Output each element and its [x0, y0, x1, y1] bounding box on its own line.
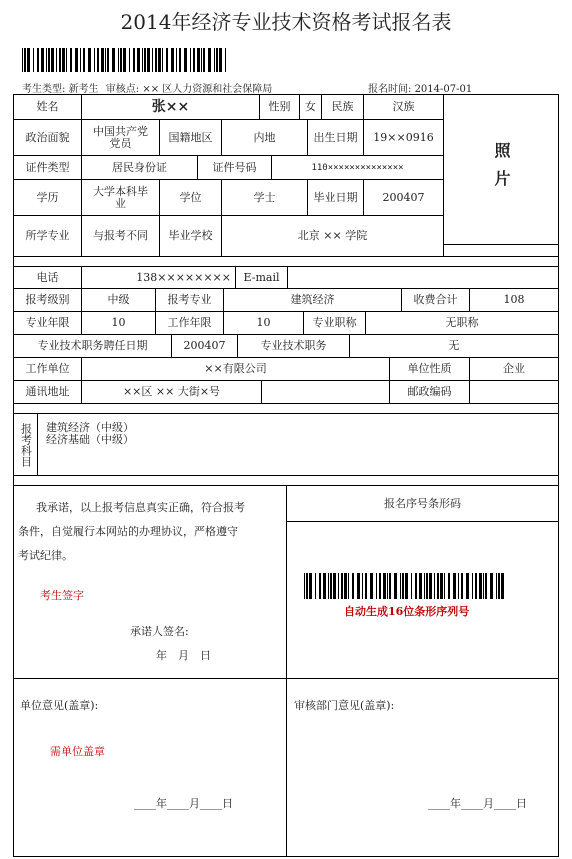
- barcode-bar: [37, 48, 39, 72]
- barcode-bar: [341, 573, 343, 599]
- barcode-bar: [112, 48, 115, 72]
- barcode-bar: [152, 48, 153, 72]
- barcode-bar: [59, 48, 61, 72]
- barcode-bar: [171, 48, 174, 72]
- barcode-bar: [330, 573, 332, 599]
- meta-type-value: 新考生: [68, 84, 99, 95]
- barcode-bar: [137, 48, 140, 72]
- post-value: 无: [350, 335, 559, 358]
- edu-value: 大学本科毕业: [82, 180, 160, 216]
- gender-value: 女: [300, 95, 322, 120]
- politics-value: 中国共产党党员: [82, 120, 160, 156]
- barcode-bar: [424, 573, 425, 599]
- barcode-bar: [97, 48, 99, 72]
- barcode-bar: [344, 573, 347, 599]
- barcode-bar: [120, 48, 122, 72]
- school-label: 毕业学校: [160, 216, 222, 257]
- spacer-row-2: [14, 404, 559, 414]
- barcode-bar: [66, 48, 67, 72]
- exam-subjects: [38, 414, 559, 476]
- barcode-bar: [415, 573, 417, 599]
- barcode-bar: [461, 573, 463, 599]
- phone-value: 138××××××××: [82, 267, 236, 289]
- barcode-bar: [158, 48, 161, 72]
- barcode-bar: [357, 573, 360, 599]
- barcode-bar: [498, 573, 500, 599]
- level-label: 报考级别: [14, 289, 82, 312]
- exam-label: 报考科目: [14, 414, 38, 476]
- barcode-bar: [75, 48, 78, 72]
- barcode-bar: [387, 573, 388, 599]
- barcode-bar: [379, 573, 381, 599]
- barcode-bar: [352, 573, 354, 599]
- work-years-label: 工作年限: [156, 312, 224, 335]
- address-extra: [262, 381, 390, 404]
- unit-opinion-date: ____年____月____日: [134, 797, 233, 810]
- barcode-bar: [475, 573, 477, 599]
- title-value: 无职称: [366, 312, 559, 335]
- signer-label: 承诺人签名:: [130, 625, 189, 638]
- barcode-bar: [144, 48, 146, 72]
- barcode-bar: [105, 48, 106, 72]
- fee-value: 108: [470, 289, 559, 312]
- barcode-bar: [62, 48, 65, 72]
- postcode-label: 邮政编码: [390, 381, 470, 404]
- barcode-bar: [123, 48, 126, 72]
- barcode-bar: [402, 573, 404, 599]
- barcode-bar: [315, 573, 316, 599]
- barcode-bar: [400, 573, 401, 599]
- barcode-bar: [70, 48, 72, 72]
- barcode-bar: [365, 573, 367, 599]
- barcode-bar: [80, 48, 81, 72]
- barcode-bar: [458, 573, 459, 599]
- barcode-bar: [133, 48, 135, 72]
- years-value: 10: [82, 312, 156, 335]
- pledge-line-1: 我承诺，以上报考信息真实正确，符合报考: [36, 501, 245, 514]
- barcode-bar: [203, 48, 205, 72]
- degree-label: 学位: [160, 180, 222, 216]
- barcode-bar: [214, 48, 215, 72]
- barcode-bar: [485, 573, 487, 599]
- title-label: 专业职称: [304, 312, 366, 335]
- meta-time: [368, 80, 472, 95]
- barcode-bar: [142, 48, 143, 72]
- barcode-bar: [216, 48, 218, 72]
- barcode-bar: [306, 573, 308, 599]
- barcode-bar: [184, 48, 187, 72]
- degree-value: 学士: [222, 180, 308, 216]
- barcode-bar: [208, 48, 211, 72]
- school-value: 北京 ×× 学院: [222, 216, 444, 257]
- employer-value: ××有限公司: [82, 358, 390, 381]
- pledge-line-3: 考试纪律。: [18, 549, 73, 562]
- exam-subject-2: 经济基础（中级）: [46, 433, 134, 446]
- politics-label: 政治面貌: [14, 120, 82, 156]
- barcode-bar: [466, 573, 469, 599]
- barcode-bar: [376, 573, 377, 599]
- barcode-bar: [426, 573, 428, 599]
- meta-row: [22, 80, 272, 95]
- barcode-bar: [304, 573, 305, 599]
- barcode-bar: [338, 573, 339, 599]
- barcode-bar: [472, 573, 473, 599]
- address-label: 通讯地址: [14, 381, 82, 404]
- barcode-bar: [46, 48, 47, 72]
- barcode-bar: [453, 573, 456, 599]
- barcode-bar: [309, 573, 312, 599]
- postcode-value: [470, 381, 559, 404]
- address-value: ××区 ×× 大街×号: [82, 381, 262, 404]
- barcode-bar: [179, 48, 181, 72]
- barcode-bar: [490, 573, 493, 599]
- unit-stamp-hint: 需单位盖章: [50, 745, 105, 758]
- edu-label: 学历: [14, 180, 82, 216]
- years-label: 专业年限: [14, 312, 82, 335]
- exam-subject-1: 建筑经济（中级）: [46, 421, 134, 434]
- barcode-bar: [405, 573, 408, 599]
- photo-blank: [444, 245, 559, 257]
- name-value: 张××: [82, 95, 260, 120]
- idno-label: 证件号码: [198, 156, 272, 180]
- nature-label: 单位性质: [390, 358, 470, 381]
- subject-label: 报考专业: [156, 289, 224, 312]
- barcode-bar: [434, 573, 435, 599]
- barcode-bar: [483, 573, 484, 599]
- barcode-bar: [219, 48, 222, 72]
- barcode-bar: [48, 48, 50, 72]
- work-years-value: 10: [224, 312, 304, 335]
- photo-box: 照片: [444, 95, 559, 245]
- barcode-bar: [437, 573, 439, 599]
- birth-label: 出生日期: [308, 120, 364, 156]
- barcode-bar: [429, 573, 432, 599]
- barcode-bar: [27, 48, 30, 72]
- sign-hint: 考生签字: [40, 589, 84, 602]
- grad-label: 毕业日期: [308, 180, 364, 216]
- post-label: 专业技术职务: [238, 335, 350, 358]
- pledge-line-2: 条件，自觉履行本网站的办理协议，严格遵守: [18, 525, 238, 538]
- barcode-bar: [190, 48, 191, 72]
- subject-value: 建筑经济: [224, 289, 402, 312]
- barcode-bar: [394, 573, 397, 599]
- barcode-bar: [197, 48, 200, 72]
- barcode-bar: [411, 573, 412, 599]
- barcode-bar: [101, 48, 104, 72]
- header-barcode: [22, 48, 232, 72]
- level-value: 中级: [82, 289, 156, 312]
- barcode-bar: [479, 573, 482, 599]
- gender-label: 性别: [260, 95, 300, 120]
- barcode-bar: [129, 48, 130, 72]
- barcode-bar: [162, 48, 163, 72]
- barcode-bar: [444, 573, 445, 599]
- barcode-bar: [51, 48, 54, 72]
- meta-time-label: 报名时间:: [368, 84, 412, 95]
- barcode-bar: [107, 48, 109, 72]
- meta-type-label: 考生类型:: [22, 84, 66, 95]
- spacer-row-3: [14, 476, 559, 486]
- employer-label: 工作单位: [14, 358, 82, 381]
- barcode-bar: [225, 48, 226, 72]
- serial-barcode-hint: 自动生成16位条形序列号: [344, 605, 470, 618]
- barcode-bar: [193, 48, 195, 72]
- name-label: 姓名: [14, 95, 82, 120]
- ethnic-value: 汉族: [364, 95, 444, 120]
- appoint-value: 200407: [172, 335, 238, 358]
- registration-form: [13, 94, 559, 857]
- phone-label: 电话: [14, 267, 82, 289]
- review-opinion-label: 审核部门意见(盖章):: [294, 699, 395, 712]
- fee-label: 收费合计: [402, 289, 470, 312]
- email-value: [288, 267, 559, 289]
- barcode-bar: [33, 48, 34, 72]
- barcode-bar: [147, 48, 150, 72]
- meta-review-label: 审核点:: [105, 84, 140, 95]
- barcode-bar: [501, 573, 504, 599]
- barcode-bar: [370, 573, 373, 599]
- barcode-bar: [348, 573, 349, 599]
- serial-barcode-label: 报名序号条形码: [287, 486, 559, 522]
- barcode-bar: [88, 48, 91, 72]
- serial-barcode: [304, 573, 510, 599]
- barcode-bar: [155, 48, 157, 72]
- page-title: 2014年经济专业技术资格考试报名表: [120, 10, 452, 34]
- barcode-bar: [323, 573, 326, 599]
- idtype-value: 居民身份证: [82, 156, 198, 180]
- pledge-date: 年 月 日: [156, 649, 211, 662]
- barcode-bar: [166, 48, 168, 72]
- idtype-label: 证件类型: [14, 156, 82, 180]
- region-label: 国籍地区: [160, 120, 222, 156]
- barcode-bar: [389, 573, 391, 599]
- email-label: E-mail: [236, 267, 288, 289]
- birth-value: 19××0916: [364, 120, 444, 156]
- barcode-bar: [22, 48, 23, 72]
- barcode-bar: [496, 573, 497, 599]
- spacer-row: [14, 257, 559, 267]
- appoint-label: 专业技术职务聘任日期: [14, 335, 172, 358]
- idno-value: 110××××××××××××××: [272, 156, 444, 180]
- grad-value: 200407: [364, 180, 444, 216]
- ethnic-label: 民族: [322, 95, 364, 120]
- major-value: 与报考不同: [82, 216, 160, 257]
- nature-value: 企业: [470, 358, 559, 381]
- barcode-bar: [333, 573, 336, 599]
- barcode-bar: [56, 48, 57, 72]
- major-label: 所学专业: [14, 216, 82, 257]
- barcode-bar: [419, 573, 422, 599]
- barcode-bar: [319, 573, 321, 599]
- meta-time-value: 2014-07-01: [414, 84, 473, 95]
- unit-opinion-label: 单位意见(盖章):: [20, 699, 99, 712]
- barcode-bar: [24, 48, 26, 72]
- meta-review-value: ×× 区人力资源和社会保障局: [142, 84, 273, 95]
- barcode-bar: [440, 573, 443, 599]
- barcode-bar: [362, 573, 363, 599]
- region-value: 内地: [222, 120, 308, 156]
- barcode-bar: [94, 48, 95, 72]
- barcode-bar: [176, 48, 177, 72]
- review-opinion-date: ____年____月____日: [428, 797, 527, 810]
- barcode-bar: [448, 573, 450, 599]
- barcode-bar: [383, 573, 386, 599]
- barcode-bar: [118, 48, 119, 72]
- barcode-bar: [328, 573, 329, 599]
- barcode-bar: [201, 48, 202, 72]
- barcode-bar: [41, 48, 44, 72]
- barcode-bar: [83, 48, 85, 72]
